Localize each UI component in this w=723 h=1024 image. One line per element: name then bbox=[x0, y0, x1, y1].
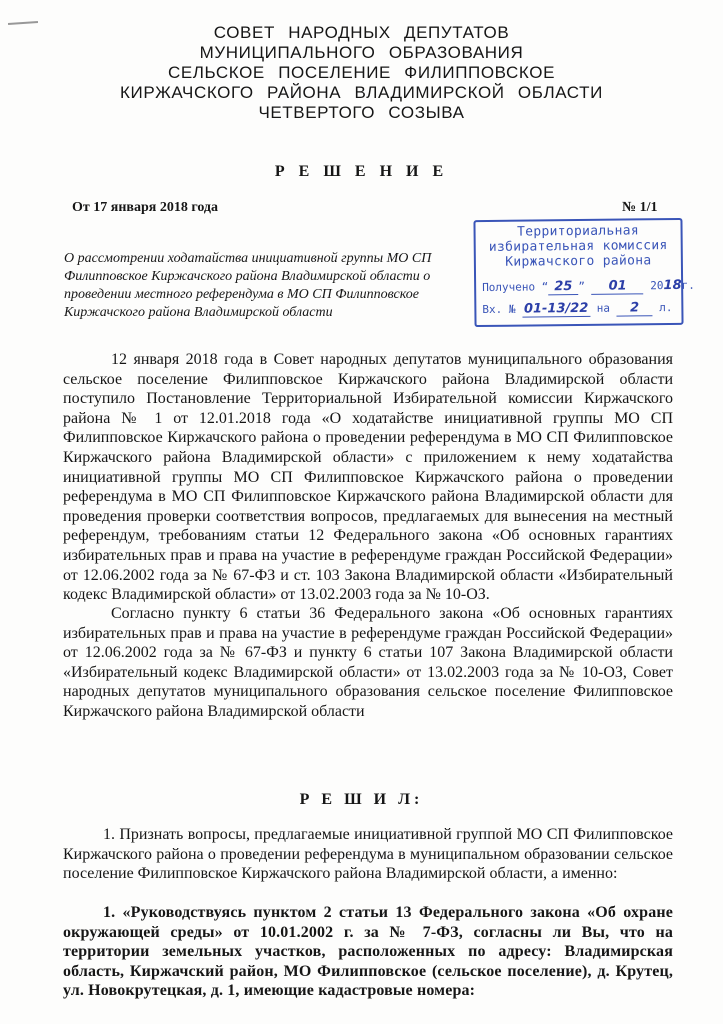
paragraph-preamble: 12 января 2018 года в Совет народных депутатов муниципального образования сельское поселение Филипповское Киржачского района Владимирской области поступило Постановление Территориальной Избирательной комиссии Киржачского района № 1 от 12.01.2018 года «О ходатайстве инициативной группы МО СП Филипповское Киржачского района о проведении референдума в МО СП Филипповское Киржачского района Владимирской области» с приложением к нему ходатайства инициативной группы МО СП Филипповское Киржачского района о проведении референдума в МО СП Филипповское Киржачского района Владимирской области для проведения проверки соответствия вопросов, предлагаемых для вынесения на местный референдум, требованиям статьи 12 Федерального закона «Об основных гарантиях избирательных прав и права на участие в референдуме граждан Российской Федерации» от 12.06.2002 года за № 67-ФЗ и ст. 103 Закона Владимирской области «Избирательный кодекс Владимирской области» от 13.02.2003 года за № 10-ОЗ. bbox=[63, 351, 673, 604]
document-header bbox=[0, 23, 723, 123]
stamp-year-prefix: 20 bbox=[650, 279, 664, 293]
stamp-line: избирательная комиссия bbox=[488, 238, 668, 255]
stamp-pages-suffix: л. bbox=[659, 301, 673, 315]
header-line: СЕЛЬСКОЕ ПОСЕЛЕНИЕ ФИЛИППОВСКОЕ bbox=[167, 63, 556, 82]
stamp-incoming-row bbox=[482, 300, 675, 318]
stamp-pages-value: 2 bbox=[617, 300, 653, 316]
stamp-line: Киржачского района bbox=[505, 253, 652, 270]
resolved-heading: Р Е Ш И Л: bbox=[299, 791, 424, 808]
document-number: № 1/1 bbox=[622, 200, 658, 215]
document-date: От 17 января 2018 года bbox=[72, 200, 219, 215]
document-title: Р Е Ш Е Н И Е bbox=[274, 163, 449, 180]
header-line: СОВЕТ НАРОДНЫХ ДЕПУТАТОВ bbox=[213, 23, 510, 42]
stamp-received-month: 01 bbox=[592, 278, 644, 295]
stamp-received-row: Получено “ 25 ” 01 2018г. bbox=[482, 277, 695, 295]
stamp-incoming-number: 01-13/22 bbox=[523, 300, 589, 317]
paragraph-decision-1: 1. Признать вопросы, предлагаемые инициативной группой МО СП Филипповское Киржачского района о проведении референдума в муниципальном образовании сельское поселение Филипповское Киржачского района Владимирской области, а именно: bbox=[63, 826, 673, 883]
header-line: ЧЕТВЕРТОГО СОЗЫВА bbox=[258, 103, 465, 122]
paragraph-legal-basis: Согласно пункту 6 статьи 36 Федерального закона «Об основных гарантиях избирательных прав и права на участие в референдуме граждан Российской Федерации» от 12.06.2002 года за № 67-ФЗ и пункту 6 статьи 107 Закона Владимирской области «Избирательный кодекс Владимирской области» от 13.02.2003 года за № 10-ОЗ, Совет народных депутатов муниципального образования сельское поселение Филипповское Киржачского района Владимирской области bbox=[63, 605, 673, 720]
stamp-pages-label: на bbox=[596, 301, 611, 315]
stamp-year-suffix: г. bbox=[681, 278, 695, 292]
stamp-received-year: 18 bbox=[663, 277, 682, 294]
document-subject: О рассмотрении ходатайства инициативной группы МО СП Филипповское Киржачского района Владимирской области о проведении местного референдума в МО СП Филипповское Киржачского района Владимирской области bbox=[64, 251, 432, 320]
paragraph-question-1: 1. «Руководствуясь пунктом 2 статьи 13 Федерального закона «Об охране окружающей среды» от 10.01.2002 г. за № 7-ФЗ, согласны ли Вы, что на территории земельных участков, расположенных по адресу: Владимирская область, Киржачский район, МО Филипповское (сельское поселение), д. Крутец, ул. Новокрутецкая, д. 1, имеющие кадастровые номера: bbox=[63, 904, 673, 1000]
registration-stamp bbox=[473, 218, 695, 327]
stamp-received-label: Получено bbox=[482, 280, 536, 295]
stamp-line: Территориальная bbox=[517, 223, 640, 240]
header-line: КИРЖАЧСКОГО РАЙОНА ВЛАДИМИРСКОЙ ОБЛАСТИ bbox=[120, 83, 603, 102]
stamp-incoming-label: Вх. № bbox=[482, 302, 516, 317]
stamp-received-day: 25 bbox=[548, 279, 578, 295]
header-line: МУНИЦИПАЛЬНОГО ОБРАЗОВАНИЯ bbox=[199, 43, 524, 62]
